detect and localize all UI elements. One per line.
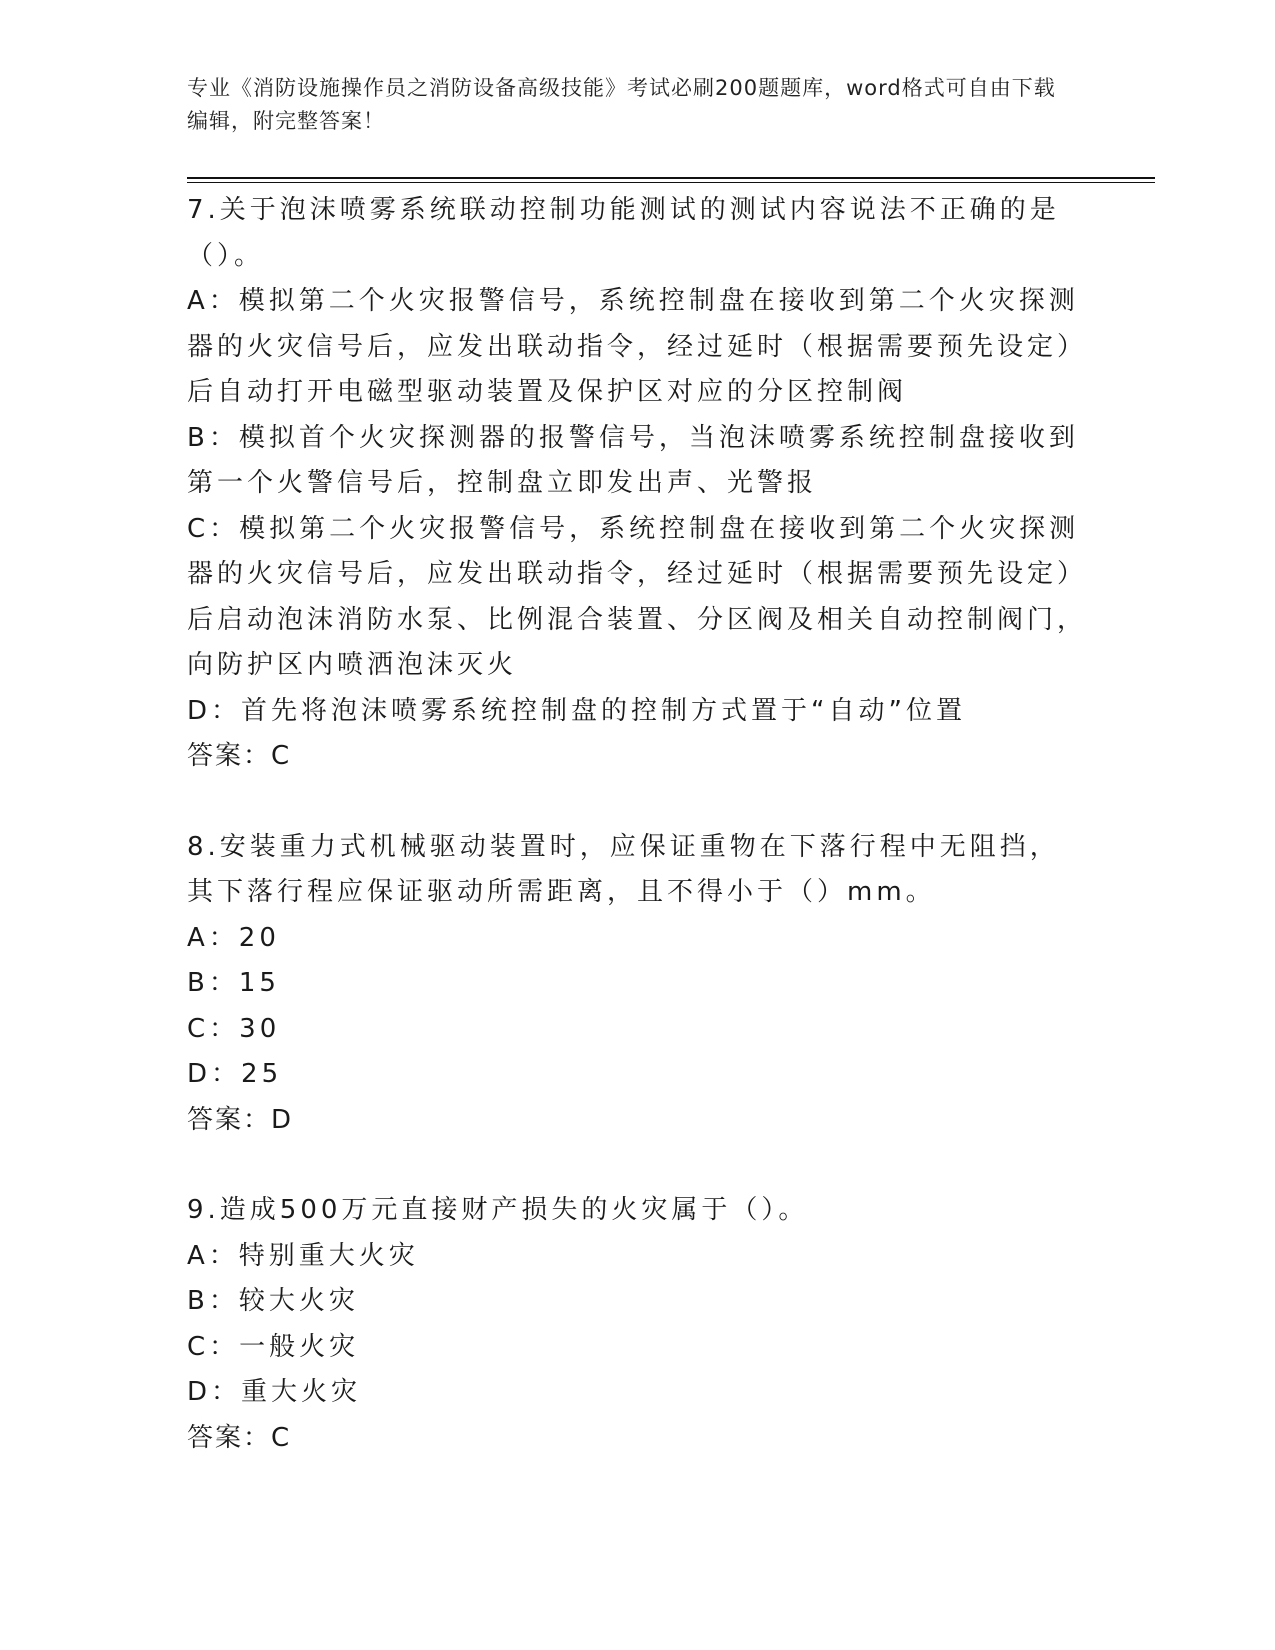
question-8 [187, 825, 1087, 1144]
option-d: D：首先将泡沫喷雾系统控制盘的控制方式置于“自动”位置 [187, 695, 966, 726]
option-d: D：重大火灾 [187, 1377, 362, 1407]
answer: 答案：C [187, 741, 292, 771]
option-b: B：15 [187, 968, 280, 998]
question-stem: 9.造成500万元直接财产损失的火灾属于（）。 [187, 1195, 809, 1225]
question-7 [187, 188, 1087, 780]
question-stem: 8.安装重力式机械驱动装置时，应保证重物在下落行程中无阻挡，其下落行程应保证驱动所需距离，且不得小于（）mm。 [187, 831, 1060, 907]
option-c: C：模拟第二个火灾报警信号，系统控制盘在接收到第二个火灾探测器的火灾信号后，应发出联动指令，经过延时（根据需要预先设定）后启动泡沫消防水泵、比例混合装置、分区阀及相关自动控制阀门，向防护区内喷洒泡沫灭火 [187, 513, 1088, 680]
question-stem: 7.关于泡沫喷雾系统联动控制功能测试的测试内容说法不正确的是（）。 [187, 195, 1060, 271]
answer: 答案：C [187, 1422, 292, 1453]
option-a: A：特别重大火灾 [187, 1240, 419, 1271]
option-d: D：25 [187, 1059, 283, 1089]
option-a: A：20 [187, 922, 280, 953]
option-b: B：较大火灾 [187, 1286, 359, 1316]
document-header: 专业《消防设施操作员之消防设备高级技能》考试必刷200题题库，word格式可自由下载编辑，附完整答案！ [187, 76, 1056, 133]
question-9 [187, 1188, 1087, 1461]
option-b: B：模拟首个火灾探测器的报警信号，当泡沫喷雾系统控制盘接收到第一个火警信号后，控制盘立即发出声、光警报 [187, 422, 1079, 498]
option-a: A：模拟第二个火灾报警信号，系统控制盘在接收到第二个火灾探测器的火灾信号后，应发出联动指令，经过延时（根据需要预先设定）后自动打开电磁型驱动装置及保护区对应的分区控制阀 [187, 286, 1088, 407]
answer: 答案：D [187, 1104, 294, 1135]
option-c: C：30 [187, 1013, 281, 1044]
option-c: C：一般火灾 [187, 1331, 360, 1362]
header-rule-thin [187, 182, 1155, 183]
question-list [187, 188, 1087, 1506]
header-rule-thick [187, 177, 1155, 179]
